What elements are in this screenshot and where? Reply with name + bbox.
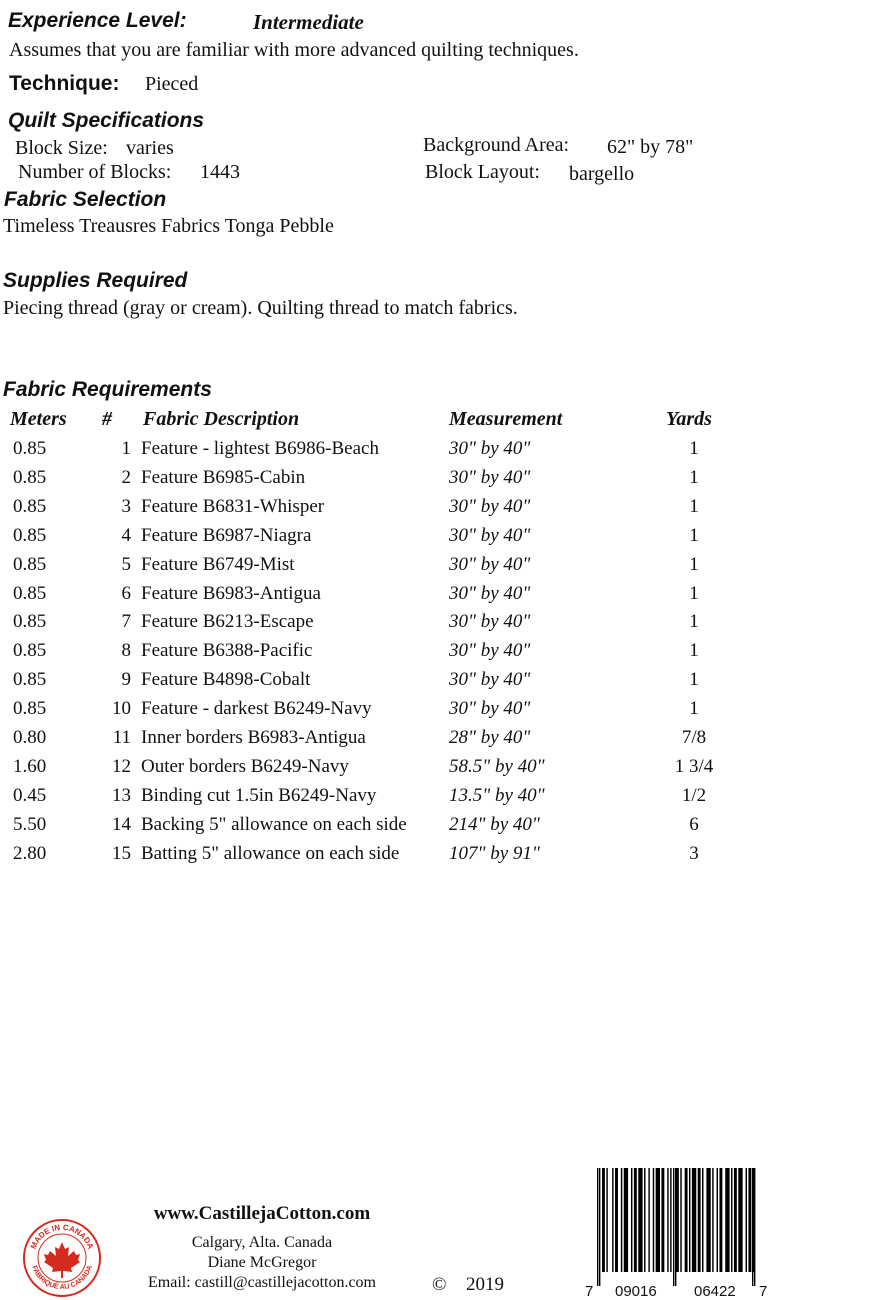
row-meters: 0.85 <box>13 553 47 575</box>
block-layout-value: bargello <box>569 163 635 185</box>
row-measurement: 30" by 40" <box>449 524 531 546</box>
row-meters: 0.85 <box>13 611 47 633</box>
copyright-symbol: © <box>432 1274 447 1295</box>
row-number: 2 <box>121 466 131 488</box>
row-meters: 0.85 <box>13 495 47 517</box>
row-measurement: 58.5" by 40" <box>449 755 545 777</box>
col-header-number: # <box>102 408 112 430</box>
row-yards: 1 <box>689 640 699 662</box>
badge-bottom-text: FABRIQUÉ AU CANADA <box>30 1264 94 1292</box>
row-description: Feature B6987-Niagra <box>141 524 312 546</box>
row-number: 8 <box>121 640 131 662</box>
requirements-heading: Fabric Requirements <box>3 378 212 401</box>
row-meters: 0.85 <box>13 640 47 662</box>
background-area-label: Background Area: <box>423 134 570 156</box>
row-yards: 1 <box>689 466 699 488</box>
row-measurement: 13.5" by 40" <box>449 784 545 806</box>
row-meters: 1.60 <box>13 755 47 777</box>
experience-value: Intermediate <box>253 10 364 34</box>
row-meters: 0.80 <box>13 727 47 748</box>
row-yards: 1 <box>689 524 699 546</box>
row-measurement: 30" by 40" <box>449 669 531 691</box>
row-measurement: 28" by 40" <box>449 727 531 748</box>
num-blocks-label: Number of Blocks: <box>18 161 172 183</box>
row-description: Feature - darkest B6249-Navy <box>141 698 372 720</box>
copyright-year: 2019 <box>466 1274 504 1295</box>
email-text: Email: castill@castillejacotton.com <box>148 1274 376 1291</box>
row-yards: 1 <box>689 611 699 633</box>
row-number: 10 <box>112 698 131 720</box>
block-layout-label: Block Layout: <box>425 161 540 183</box>
barcode-digits-group2: 06422 <box>694 1283 736 1300</box>
row-measurement: 30" by 40" <box>449 582 531 604</box>
experience-description: Assumes that you are familiar with more advanced quilting techniques. <box>9 39 579 61</box>
row-number: 12 <box>112 755 131 777</box>
row-yards: 1 <box>689 582 699 604</box>
row-description: Batting 5" allowance on each side <box>141 842 400 864</box>
barcode-bars <box>585 1168 769 1286</box>
row-yards: 6 <box>689 813 699 835</box>
col-header-meters: Meters <box>10 408 67 430</box>
block-size-label: Block Size: <box>15 137 108 159</box>
row-number: 4 <box>121 524 131 546</box>
row-description: Feature B6749-Mist <box>141 553 295 575</box>
row-meters: 0.45 <box>13 784 47 806</box>
fabric-selection-heading: Fabric Selection <box>4 188 167 211</box>
col-header-description: Fabric Description <box>143 408 300 430</box>
row-yards: 1 <box>689 495 699 517</box>
row-meters: 0.85 <box>13 669 47 691</box>
row-yards: 1/2 <box>681 784 707 806</box>
supplies-text: Piecing thread (gray or cream). Quilting thread to match fabrics. <box>3 297 518 319</box>
row-description: Feature B6983-Antigua <box>141 582 321 604</box>
barcode <box>585 1168 769 1300</box>
row-description: Binding cut 1.5in B6249-Navy <box>141 784 377 806</box>
specs-heading: Quilt Specifications <box>8 109 205 132</box>
row-yards: 1 <box>689 553 699 575</box>
row-description: Outer borders B6249-Navy <box>141 755 349 777</box>
experience-label: Experience Level: <box>8 9 187 32</box>
technique-label: Technique: <box>9 72 120 95</box>
maple-leaf-icon <box>44 1242 80 1278</box>
row-yards: 3 <box>689 842 699 864</box>
row-number: 13 <box>112 784 131 806</box>
row-description: Feature B6388-Pacific <box>141 640 313 662</box>
row-meters: 0.85 <box>13 438 47 459</box>
row-measurement: 30" by 40" <box>449 466 531 488</box>
row-description: Feature B6213-Escape <box>141 611 314 633</box>
row-yards: 1 3/4 <box>674 755 714 777</box>
row-number: 6 <box>121 582 131 604</box>
row-number: 15 <box>112 842 131 864</box>
made-in-canada-badge <box>22 1218 102 1298</box>
row-meters: 0.85 <box>13 582 47 604</box>
row-number: 3 <box>121 495 131 517</box>
row-description: Feature - lightest B6986-Beach <box>141 438 379 459</box>
row-number: 7 <box>121 611 131 633</box>
row-measurement: 30" by 40" <box>449 438 531 459</box>
barcode-digits-group1: 09016 <box>615 1283 657 1300</box>
row-number: 14 <box>112 813 131 835</box>
row-yards: 1 <box>689 669 699 691</box>
barcode-digit-right: 7 <box>759 1283 768 1300</box>
row-measurement: 30" by 40" <box>449 611 531 633</box>
row-yards: 7/8 <box>681 727 707 748</box>
row-measurement: 30" by 40" <box>449 640 531 662</box>
row-measurement: 30" by 40" <box>449 553 531 575</box>
row-description: Feature B4898-Cobalt <box>141 669 311 691</box>
row-yards: 1 <box>689 438 699 459</box>
num-blocks-value: 1443 <box>200 161 240 183</box>
row-number: 9 <box>121 669 131 691</box>
col-header-measurement: Measurement <box>449 408 563 430</box>
row-number: 11 <box>112 727 131 748</box>
row-number: 5 <box>121 553 131 575</box>
location-text: Calgary, Alta. Canada <box>191 1234 333 1251</box>
row-measurement: 107" by 91" <box>449 842 540 864</box>
barcode-digit-left: 7 <box>585 1283 594 1300</box>
designer-name: Diane McGregor <box>207 1254 317 1271</box>
row-measurement: 30" by 40" <box>449 698 531 720</box>
row-meters: 5.50 <box>13 813 47 835</box>
background-area-value: 62" by 78" <box>607 136 694 158</box>
row-measurement: 214" by 40" <box>449 813 540 835</box>
row-meters: 0.85 <box>13 524 47 546</box>
badge-top-text: MADE IN CANADA <box>28 1222 96 1251</box>
col-header-yards: Yards <box>666 408 712 430</box>
row-yards: 1 <box>689 698 699 720</box>
website-link[interactable]: www.CastillejaCotton.com <box>153 1203 371 1224</box>
row-number: 1 <box>121 438 131 459</box>
supplies-heading: Supplies Required <box>3 269 188 292</box>
row-meters: 0.85 <box>13 466 47 488</box>
row-description: Feature B6985-Cabin <box>141 466 306 488</box>
row-meters: 2.80 <box>13 842 47 864</box>
technique-value: Pieced <box>145 73 199 95</box>
row-meters: 0.85 <box>13 698 47 720</box>
row-description: Backing 5" allowance on each side <box>141 813 407 835</box>
row-measurement: 30" by 40" <box>449 495 531 517</box>
fabric-selection-text: Timeless Treausres Fabrics Tonga Pebble <box>3 215 334 237</box>
row-description: Feature B6831-Whisper <box>141 495 325 517</box>
block-size-value: varies <box>126 137 174 159</box>
row-description: Inner borders B6983-Antigua <box>141 727 366 748</box>
